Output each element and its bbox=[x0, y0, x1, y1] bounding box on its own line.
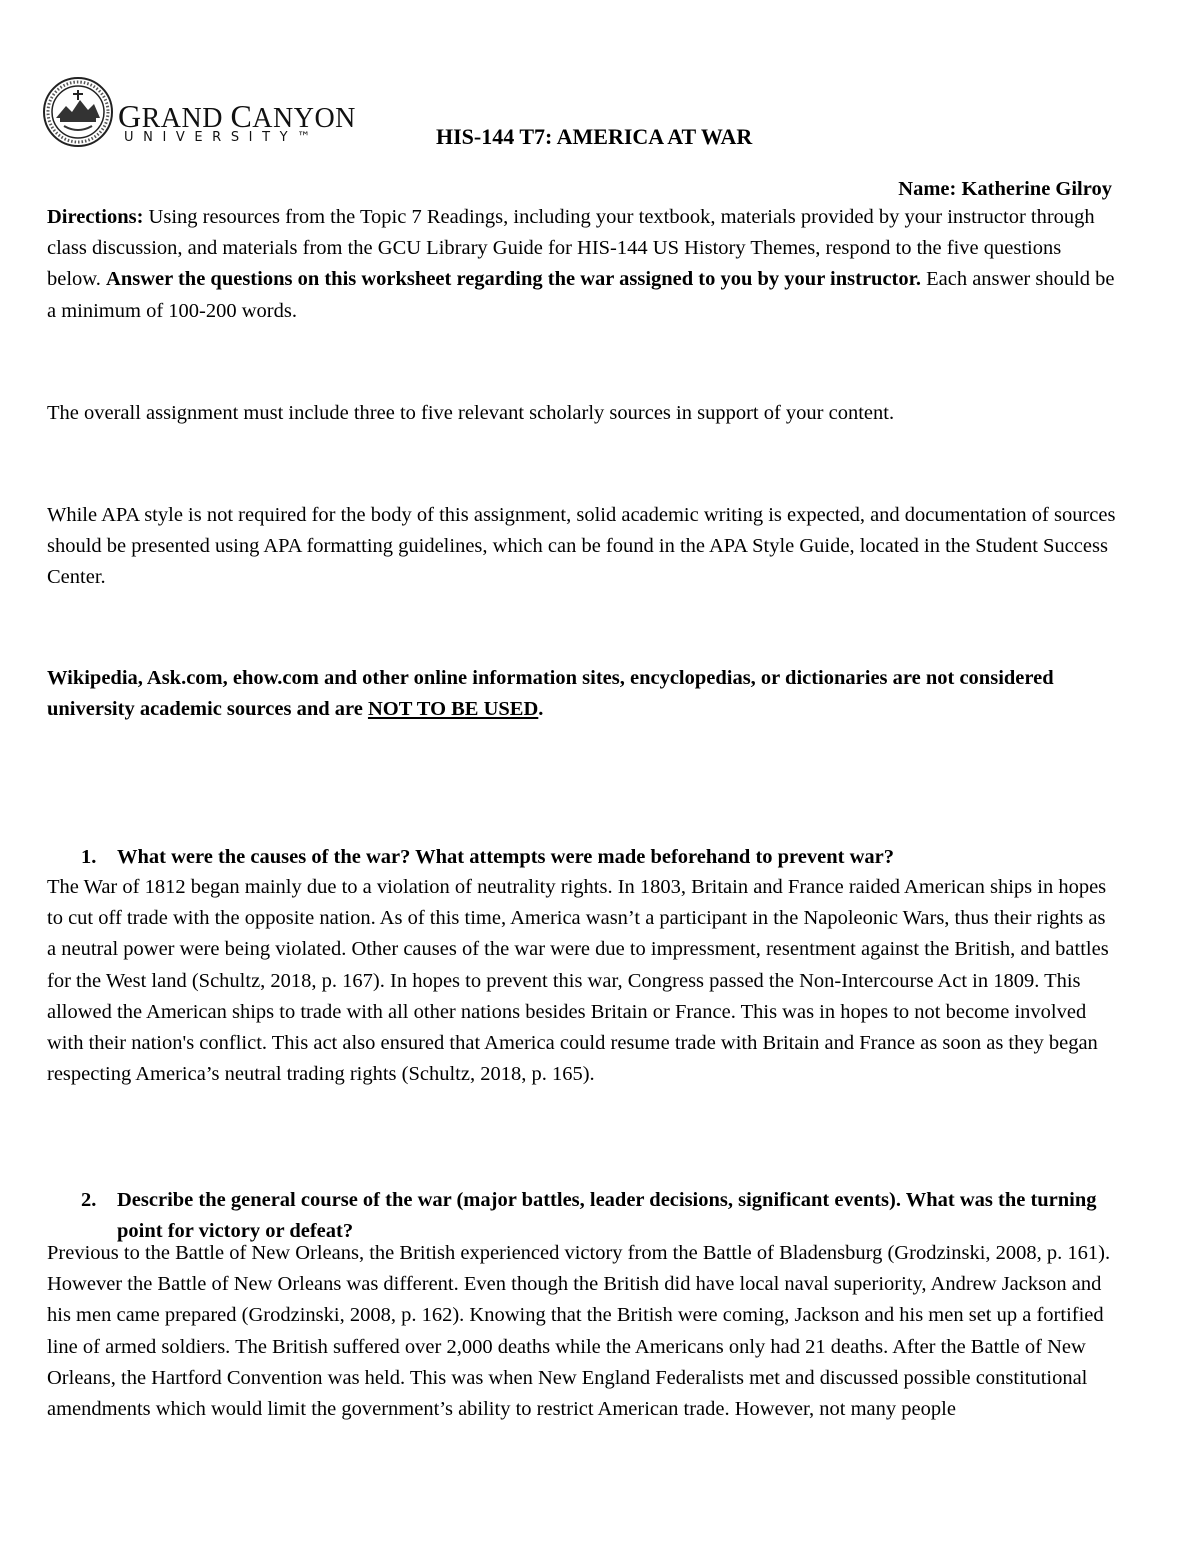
sources-paragraph: The overall assignment must include three to five relevant scholarly sources in support of your content. bbox=[47, 402, 895, 424]
directions-text: Using resources from the Topic 7 Readings, including your textbook, materials provided by your instructor through class discussion, and materials from the GCU Library Guide for HIS-144 US History Themes, respond to the five questions below. bbox=[47, 206, 1095, 291]
question-number: 1. bbox=[81, 846, 97, 868]
directions-text-end: Each answer should be a minimum of 100-200 words. bbox=[47, 268, 1115, 322]
directions-label: Directions: bbox=[47, 206, 144, 228]
question-text: Describe the general course of the war (major battles, leader decisions, significant events). What was the turning point for victory or defeat? bbox=[117, 1189, 1097, 1243]
warning-underlined: NOT TO BE USED bbox=[367, 698, 539, 721]
logo-wordmark: GRAND CANYON bbox=[118, 98, 356, 134]
directions-bold-text: Answer the questions on this worksheet regarding the war assigned to you by your instructor. bbox=[106, 268, 921, 291]
warning-end: . bbox=[538, 698, 544, 721]
question-number: 2. bbox=[81, 1189, 97, 1211]
student-name: Name: Katherine Gilroy bbox=[898, 178, 1112, 200]
answer-2: Previous to the Battle of New Orleans, the British experienced victory from the Battle of Bladensburg (Grodzinski, 2008, p. 161). However the Battle of New Orleans was different. Even though the British did have local naval superiority, Andrew Jackson and his men came prepared (Grodzinski, 2008, p. 162). Knowing that the British were coming, Jackson and his men set up a fortified line of armed soldiers. The British suffered over 2,000 deaths while the Americans only had 21 deaths. After the Battle of New Orleans, the Hartford Convention was held. This was when New England Federalists met and discussed possible constitutional amendments which would limit the government’s ability to restrict American trade. However, not many people bbox=[47, 1242, 1111, 1421]
answer-1: The War of 1812 began mainly due to a violation of neutrality rights. In 1803, Britain and France raided American ships in hopes to cut off trade with the opposite nation. As of this time, America wasn’t a participant in the Napoleonic Wars, thus their rights as a neutral power were being violated. Other causes of the war were due to impressment, resentment against the British, and battles for the West land (Schultz, 2018, p. 167). In hopes to prevent this war, Congress passed the Non-Intercourse Act in 1809. This allowed the American ships to trade with all other nations besides Britain or France. This was in hopes to not become involved with their nation's conflict. This act also ensured that America could resume trade with Britain and France as soon as they began respecting America’s neutral trading rights (Schultz, 2018, p. 165). bbox=[47, 876, 1109, 1086]
apa-paragraph: While APA style is not required for the body of this assignment, solid academic writing is expected, and documentation of sources should be presented using APA formatting guidelines, which can be found in the APA Style Guide, located in the Student Success Center. bbox=[47, 504, 1116, 589]
question-1 bbox=[47, 842, 1117, 873]
university-seal-icon bbox=[42, 76, 114, 148]
page-title: HIS-144 T7: AMERICA AT WAR bbox=[436, 124, 753, 149]
warning-text: Wikipedia, Ask.com, ehow.com and other online information sites, encyclopedias, or dictionaries are not considered university academic sources and are bbox=[47, 667, 1054, 721]
question-text: What were the causes of the war? What attempts were made beforehand to prevent war? bbox=[117, 846, 894, 868]
sources-warning bbox=[47, 663, 1117, 725]
directions-paragraph bbox=[47, 202, 1117, 327]
university-logo bbox=[42, 76, 356, 156]
logo-subtitle: UNIVERSITY™ bbox=[124, 130, 320, 145]
